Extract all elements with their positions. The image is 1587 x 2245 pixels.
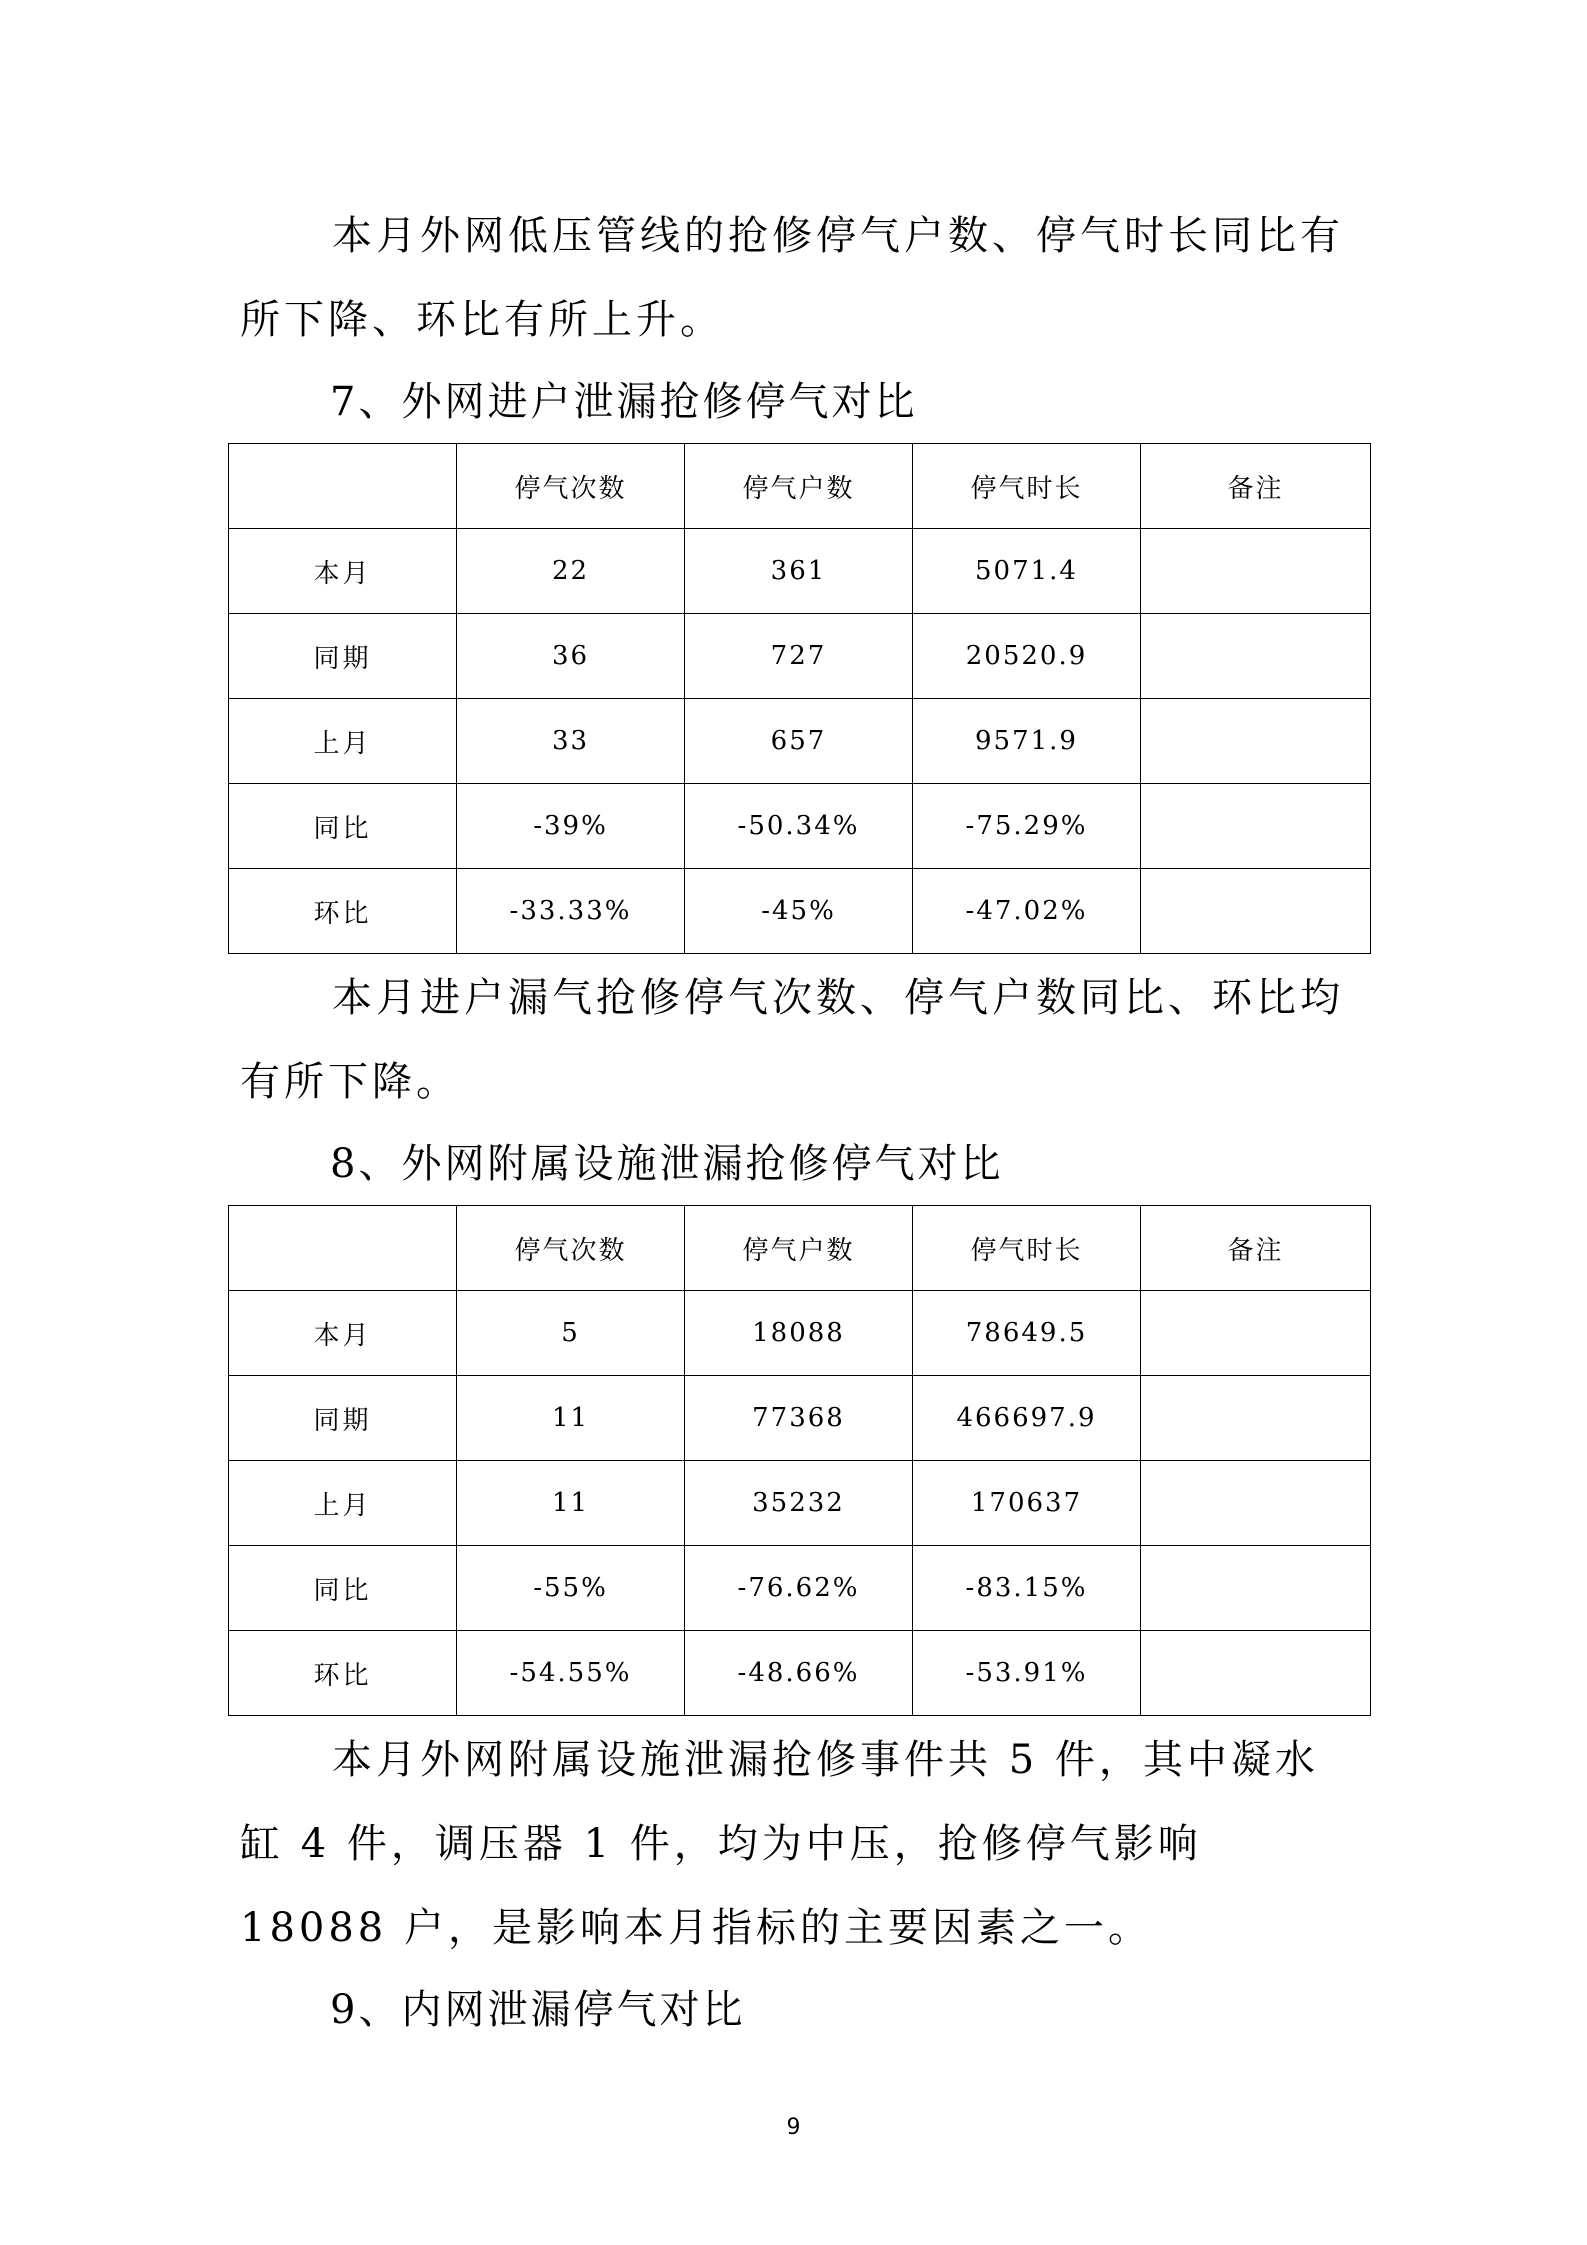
cell-outage-households: -45% [685, 869, 913, 954]
table-header-row [229, 1206, 1371, 1291]
paragraph-low-pressure-summary: 本月外网低压管线的抢修停气户数、停气时长同比有所下降、环比有所上升。 [240, 213, 1344, 343]
cell-remarks [1141, 699, 1371, 784]
row-label: 上月 [229, 1461, 457, 1546]
cell-remarks [1141, 1631, 1371, 1716]
table-header-row [229, 444, 1371, 529]
table-row [229, 1546, 1371, 1631]
row-label: 同期 [229, 614, 457, 699]
cell-outage-households: 35232 [685, 1461, 913, 1546]
section-heading-8: 8、外网附属设施泄漏抢修停气对比 [330, 1141, 1004, 1187]
row-label: 同比 [229, 1546, 457, 1631]
cell-outage-count: -33.33% [457, 869, 685, 954]
table-row [229, 699, 1371, 784]
table-auxiliary-facility-leak-comparison [228, 1205, 1371, 1716]
row-label: 环比 [229, 869, 457, 954]
cell-outage-duration: 5071.4 [913, 529, 1141, 614]
cell-outage-households: 18088 [685, 1291, 913, 1376]
cell-outage-duration: 78649.5 [913, 1291, 1141, 1376]
header-cell-empty [229, 444, 457, 529]
paragraph-auxiliary-facility-summary: 本月外网附属设施泄漏抢修事件共 5 件，其中凝水缸 4 件，调压器 1 件，均为中压，抢修停气影响 18088 户，是影响本月指标的主要因素之一。 [240, 1737, 1319, 1951]
cell-remarks [1141, 1376, 1371, 1461]
row-label: 上月 [229, 699, 457, 784]
cell-outage-count: 11 [457, 1461, 685, 1546]
header-cell-outage-households: 停气户数 [685, 1206, 913, 1291]
cell-outage-duration: -83.15% [913, 1546, 1141, 1631]
table-service-leak-comparison [228, 443, 1371, 954]
cell-outage-duration: -53.91% [913, 1631, 1141, 1716]
cell-outage-count: 22 [457, 529, 685, 614]
cell-remarks [1141, 1461, 1371, 1546]
cell-outage-duration: 20520.9 [913, 614, 1141, 699]
row-label: 本月 [229, 529, 457, 614]
section-heading-9: 9、内网泄漏停气对比 [330, 1987, 746, 2033]
cell-outage-count: 11 [457, 1376, 685, 1461]
cell-remarks [1141, 1546, 1371, 1631]
section-heading-7: 7、外网进户泄漏抢修停气对比 [330, 379, 918, 425]
cell-outage-households: -76.62% [685, 1546, 913, 1631]
row-label: 同比 [229, 784, 457, 869]
cell-remarks [1141, 1291, 1371, 1376]
table-row [229, 1461, 1371, 1546]
header-cell-outage-households: 停气户数 [685, 444, 913, 529]
paragraph-service-leak-summary: 本月进户漏气抢修停气次数、停气户数同比、环比均有所下降。 [240, 975, 1344, 1105]
cell-outage-households: 361 [685, 529, 913, 614]
header-cell-remarks: 备注 [1141, 1206, 1371, 1291]
cell-remarks [1141, 784, 1371, 869]
cell-outage-count: -39% [457, 784, 685, 869]
cell-outage-households: -50.34% [685, 784, 913, 869]
cell-outage-households: 657 [685, 699, 913, 784]
table-row [229, 1376, 1371, 1461]
row-label: 同期 [229, 1376, 457, 1461]
cell-outage-duration: 466697.9 [913, 1376, 1141, 1461]
table-row [229, 529, 1371, 614]
cell-outage-count: 36 [457, 614, 685, 699]
header-cell-outage-duration: 停气时长 [913, 444, 1141, 529]
cell-outage-households: -48.66% [685, 1631, 913, 1716]
row-label: 环比 [229, 1631, 457, 1716]
cell-outage-duration: -47.02% [913, 869, 1141, 954]
cell-outage-households: 77368 [685, 1376, 913, 1461]
page-number: 9 [786, 2115, 801, 2140]
cell-remarks [1141, 614, 1371, 699]
cell-outage-duration: 9571.9 [913, 699, 1141, 784]
cell-outage-count: 33 [457, 699, 685, 784]
table-row [229, 869, 1371, 954]
header-cell-outage-count: 停气次数 [457, 1206, 685, 1291]
table-row [229, 1631, 1371, 1716]
table-row [229, 614, 1371, 699]
header-cell-outage-duration: 停气时长 [913, 1206, 1141, 1291]
header-cell-empty [229, 1206, 457, 1291]
row-label: 本月 [229, 1291, 457, 1376]
cell-outage-count: -54.55% [457, 1631, 685, 1716]
header-cell-remarks: 备注 [1141, 444, 1371, 529]
cell-outage-count: 5 [457, 1291, 685, 1376]
cell-remarks [1141, 529, 1371, 614]
cell-outage-duration: -75.29% [913, 784, 1141, 869]
cell-outage-count: -55% [457, 1546, 685, 1631]
cell-remarks [1141, 869, 1371, 954]
table-row [229, 1291, 1371, 1376]
header-cell-outage-count: 停气次数 [457, 444, 685, 529]
cell-outage-duration: 170637 [913, 1461, 1141, 1546]
table-row [229, 784, 1371, 869]
cell-outage-households: 727 [685, 614, 913, 699]
